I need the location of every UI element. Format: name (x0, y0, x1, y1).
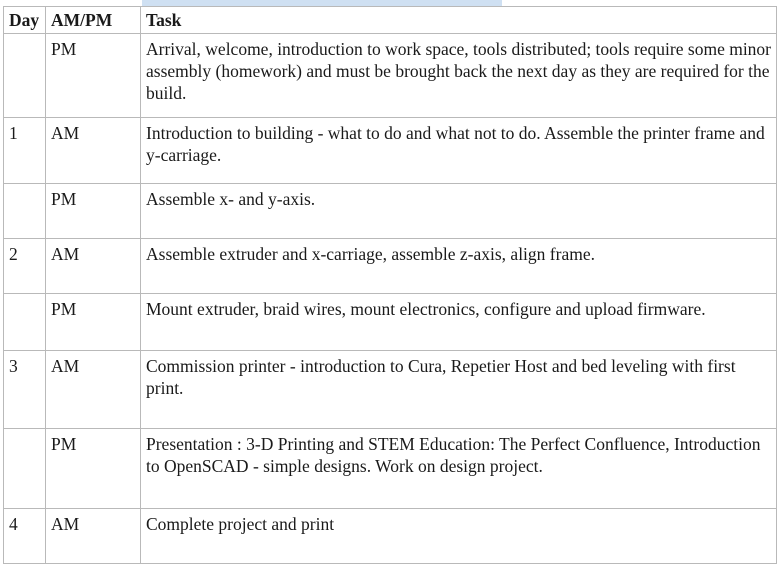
table-header-row (4, 7, 777, 34)
table-row (4, 294, 777, 351)
task-cell: Commission printer - introduction to Cura, Repetier Host and bed leveling with first print. (141, 351, 777, 429)
ampm-cell: PM (46, 294, 141, 351)
schedule-table (3, 6, 777, 564)
ampm-cell: PM (46, 34, 141, 118)
task-cell: Arrival, welcome, introduction to work space, tools distributed; tools require some minor assembly (homework) and must be brought back the next day as they are required for the build. (141, 34, 777, 118)
task-cell: Presentation : 3-D Printing and STEM Education: The Perfect Confluence, Introduction to OpenSCAD - simple designs. Work on design project. (141, 429, 777, 509)
table-row (4, 34, 777, 118)
table-row (4, 509, 777, 564)
task-cell: Mount extruder, braid wires, mount electronics, configure and upload firmware. (141, 294, 777, 351)
ampm-cell: AM (46, 239, 141, 294)
ampm-cell: AM (46, 118, 141, 184)
task-cell: Assemble x- and y-axis. (141, 184, 777, 239)
day-cell: 4 (4, 509, 46, 564)
day-cell: 3 (4, 351, 46, 429)
day-cell (4, 184, 46, 239)
table-row (4, 239, 777, 294)
day-cell (4, 294, 46, 351)
header-task: Task (141, 7, 777, 34)
ampm-cell: PM (46, 429, 141, 509)
ampm-cell: AM (46, 509, 141, 564)
header-ampm: AM/PM (46, 7, 141, 34)
day-cell (4, 429, 46, 509)
ampm-cell: AM (46, 351, 141, 429)
table-row (4, 118, 777, 184)
task-cell: Assemble extruder and x-carriage, assemble z-axis, align frame. (141, 239, 777, 294)
day-cell (4, 34, 46, 118)
table-row (4, 184, 777, 239)
table-row (4, 429, 777, 509)
task-cell: Complete project and print (141, 509, 777, 564)
day-cell: 1 (4, 118, 46, 184)
ampm-cell: PM (46, 184, 141, 239)
day-cell: 2 (4, 239, 46, 294)
header-day: Day (4, 7, 46, 34)
table-row (4, 351, 777, 429)
task-cell: Introduction to building - what to do and what not to do. Assemble the printer frame and y-carriage. (141, 118, 777, 184)
